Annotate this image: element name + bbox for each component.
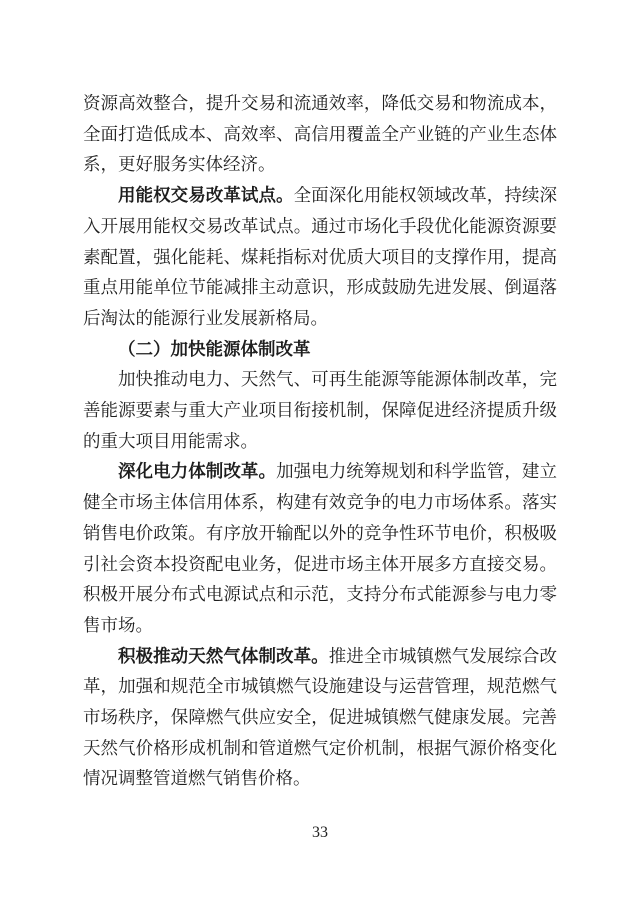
paragraph: 用能权交易改革试点。全面深化用能权领域改革，持续深入开展用能权交易改革试点。通过市场化手段优化能源资源要素配置，强化能耗、煤耗指标对优质大项目的支撑作用，提高重点用能单位节能减排主动意识，形成鼓励先进发展、倒逼落后淘汰的能源行业发展新格局。 xyxy=(83,185,557,328)
paragraph-lead: 用能权交易改革试点。 xyxy=(118,185,294,206)
paragraph: 资源高效整合，提升交易和流通效率，降低交易和物流成本，全面打造低成本、高效率、高信用覆盖全产业链的产业生态体系，更好服务实体经济。 xyxy=(83,93,557,175)
paragraph: 加快推动电力、天然气、可再生能源等能源体制改革，完善能源要素与重大产业项目衔接机制，保障促进经济提质升级的重大项目用能需求。 xyxy=(83,369,557,451)
paragraph: 深化电力体制改革。加强电力统筹规划和科学监管，建立健全市场主体信用体系，构建有效竞争的电力市场体系。落实销售电价政策。有序放开输配以外的竞争性环节电价，积极吸引社会资本投资配电业务，促进市场主体开展多方直接交易。积极开展分布式电源试点和示范，支持分布式能源参与电力零售市场。 xyxy=(83,461,557,635)
paragraph-lead: 深化电力体制改革。 xyxy=(118,461,277,482)
section-heading: （二）加快能源体制改革 xyxy=(118,338,311,359)
paragraph: 积极推动天然气体制改革。推进全市城镇燃气发展综合改革，加强和规范全市城镇燃气设施建设与运营管理，规范燃气市场秩序，保障燃气供应安全，促进城镇燃气健康发展。完善天然气价格形成机制和管道燃气定价机制，根据气源价格变化情况调整管道燃气销售价格。 xyxy=(83,645,557,789)
paragraph-lead: 积极推动天然气体制改革。 xyxy=(118,645,329,666)
document-body xyxy=(83,88,557,794)
page-number: 33 xyxy=(312,824,328,841)
